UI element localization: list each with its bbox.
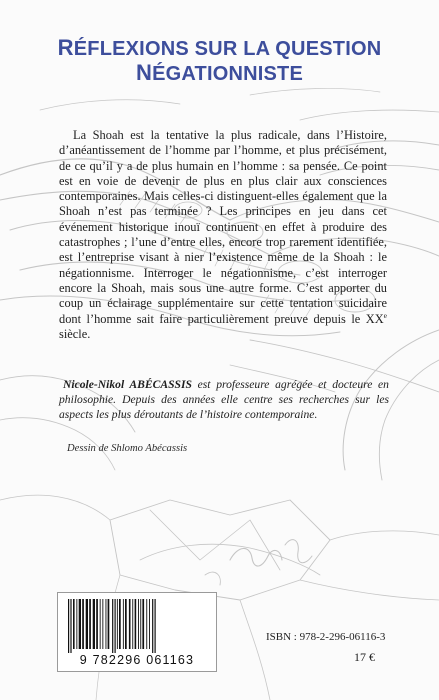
barcode-bar [119,599,121,649]
title-line-1-rest: ÉFLEXIONS SUR LA QUESTION [73,38,382,60]
barcode-bar [140,599,141,649]
barcode-bar [146,599,147,649]
barcode-bar [142,599,144,649]
barcode-bar [100,599,101,649]
barcode-bar [73,599,75,649]
back-cover-blurb [59,128,387,342]
barcode-bar [123,599,124,649]
illustration-credit: Dessin de Shlomo Abécassis [67,443,188,454]
barcode-digits: 9 782296 061163 [79,653,195,667]
barcode-bar [129,599,131,649]
barcode-bars [68,599,206,653]
blurb-text: La Shoah est la tentative la plus radicale, dans l’Histoire, d’anéantissement de l’homme par l’homme, et plus précisément, de ce qu’il y a de plus humain en l’homme : sa pensée. Ce point est en voie de devenir de plus en plus clair aux consciences contemporaines. Mais celles-ci distinguent-elles également que la Shoah n’est pas terminée ? Les principes en jeu dans cet événement historique inouï continuent en effet à produire des catastrophes ; l’une d’entre elles, encore trop rarement identifiée, est l’entreprise visant à nier l’existence même de la Shoah : le négationnisme. Interroger le négationnisme, c’est interroger encore la Shoah, mais sous une autre forme. C’est apporter du coup un éclairage supplémentaire sur cette tentation suicidaire dont l’homme sait faire particulièrement preuve depuis le XX [59,128,387,326]
isbn-number: ISBN : 978-2-296-06116-3 [266,631,386,643]
barcode-bar [70,599,71,653]
title-initial-n: N [135,60,153,85]
barcode-bar [155,599,156,653]
author-bio [59,377,389,423]
barcode-bar [132,599,133,649]
barcode-bar [135,599,137,649]
barcode-bar [115,599,116,653]
barcode-bar [68,599,69,653]
blurb-text-end: siècle. [59,326,91,341]
title-initial-r: R [57,35,74,60]
barcode-bar [79,599,81,649]
barcode-bar [82,599,84,649]
barcode-bar [138,599,139,649]
barcode-bar [93,599,95,649]
price: 17 € [354,650,375,664]
barcode-bar [149,599,150,649]
author-name: Nicole-Nikol ABÉCASSIS [63,378,192,391]
barcode-bar [117,599,118,649]
barcode-bar [86,599,88,649]
barcode-bar [106,599,107,649]
barcode-bar [108,599,110,649]
barcode-bar [125,599,127,649]
barcode-bar [96,599,98,649]
barcode-bar [152,599,153,653]
barcode-bar [112,599,113,653]
barcode-bar [76,599,77,649]
book-title-line-1 [20,36,419,61]
barcode-bar [102,599,103,649]
barcode-bar [89,599,91,649]
title-line-2-rest: ÉGATIONNISTE [152,63,304,85]
barcode [57,592,217,672]
book-title-line-2 [20,61,419,86]
author-bio-text: est professeure agrégée et docteure en philosophie. Depuis des années elle centre ses recherches sur les aspects les plus déroutants de l’histoire contemporaine. [59,378,389,422]
blurb-superscript: e [383,310,387,320]
